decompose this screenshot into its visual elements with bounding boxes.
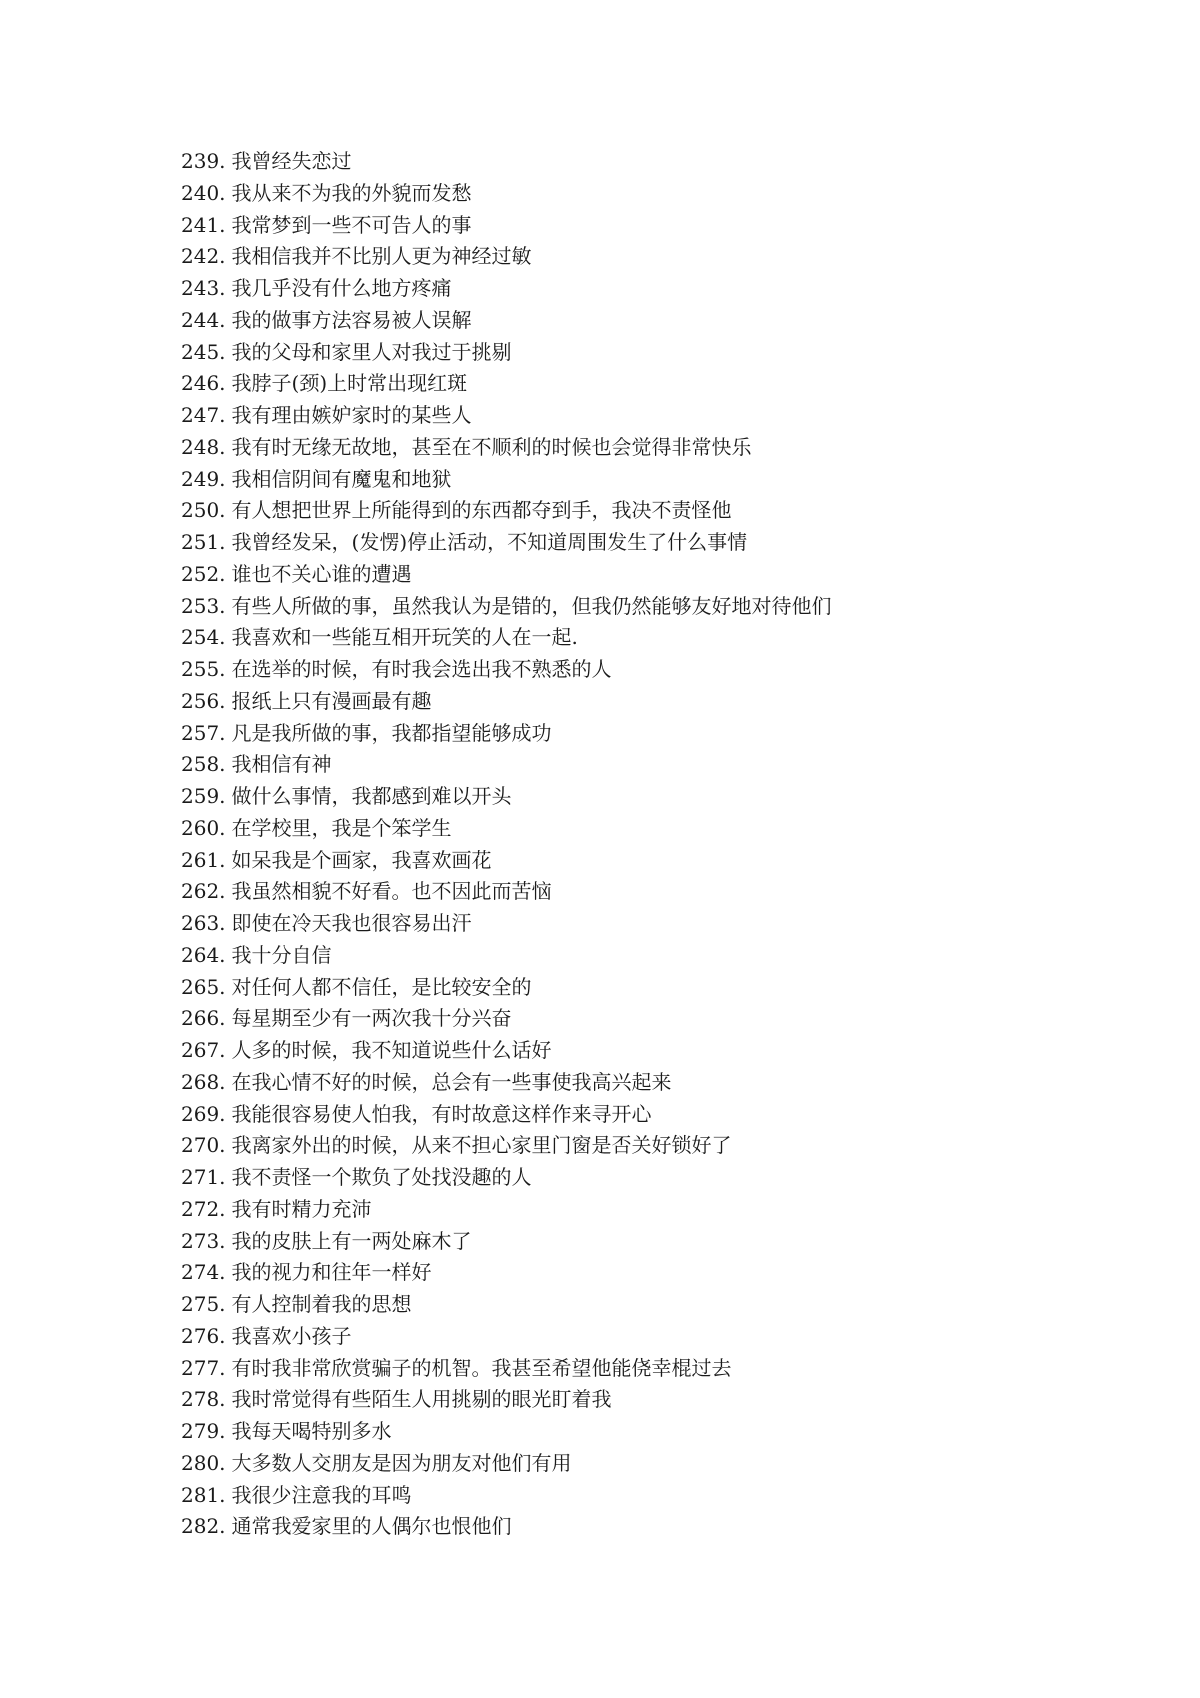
question-number: 259. <box>181 784 226 808</box>
question-item <box>181 273 832 305</box>
question-text: 在选举的时候，有时我会选出我不熟悉的人 <box>231 657 612 681</box>
question-number: 243. <box>181 276 226 300</box>
question-item <box>181 908 832 940</box>
question-item <box>181 845 832 877</box>
question-text: 我很少注意我的耳鸣 <box>231 1482 412 1507</box>
question-number: 262. <box>181 879 226 904</box>
question-item <box>181 146 832 178</box>
question-text: 我的做事方法容易被人误解 <box>231 307 472 332</box>
question-item <box>181 1448 832 1480</box>
question-number: 277. <box>181 1355 226 1380</box>
question-number: 247. <box>181 403 226 427</box>
question-item <box>181 1511 832 1543</box>
question-number: 252. <box>181 561 226 586</box>
question-number: 280. <box>181 1450 226 1475</box>
question-number: 269. <box>181 1101 226 1126</box>
question-text: 大多数人交朋友是因为朋友对他们有用 <box>231 1450 572 1475</box>
question-text: 我不责怪一个欺负了处找没趣的人 <box>231 1165 532 1189</box>
question-text: 我从来不为我的外貌而发愁 <box>231 180 472 205</box>
question-number: 241. <box>181 212 226 237</box>
question-number: 268. <box>181 1069 226 1094</box>
question-item <box>181 876 832 908</box>
question-number: 239. <box>181 149 226 173</box>
question-item <box>181 1480 832 1512</box>
question-item <box>181 1257 832 1289</box>
question-number: 258. <box>181 752 226 777</box>
question-item <box>181 1416 832 1448</box>
question-list <box>181 146 832 1543</box>
question-item <box>181 1321 832 1353</box>
question-number: 254. <box>181 625 226 650</box>
question-item <box>181 813 832 845</box>
question-item <box>181 495 832 527</box>
question-item <box>181 337 832 369</box>
question-text: 人多的时候，我不知道说些什么话好 <box>231 1038 552 1062</box>
question-item <box>181 400 832 432</box>
question-text: 如呆我是个画家，我喜欢画花 <box>231 847 492 872</box>
question-item <box>181 1130 832 1162</box>
question-item <box>181 686 832 718</box>
question-text: 谁也不关心谁的遭遇 <box>231 561 412 586</box>
question-number: 244. <box>181 307 226 332</box>
question-number: 251. <box>181 530 226 554</box>
question-text: 我每天喝特别多水 <box>231 1419 392 1443</box>
question-text: 凡是我所做的事，我都指望能够成功 <box>231 720 552 745</box>
question-number: 266. <box>181 1006 226 1031</box>
question-item <box>181 622 832 654</box>
question-text: 我能很容易使人怕我，有时故意这样作来寻开心 <box>231 1101 652 1126</box>
question-text: 我十分自信 <box>231 942 332 967</box>
question-number: 267. <box>181 1038 226 1062</box>
question-item <box>181 1353 832 1385</box>
question-item <box>181 1003 832 1035</box>
question-text: 我曾经失恋过 <box>231 149 352 173</box>
question-number: 273. <box>181 1228 226 1253</box>
question-item <box>181 781 832 813</box>
question-number: 257. <box>181 720 226 745</box>
question-number: 261. <box>181 847 226 872</box>
question-number: 264. <box>181 942 226 967</box>
question-text: 报纸上只有漫画最有趣 <box>231 688 432 713</box>
question-number: 260. <box>181 815 226 840</box>
question-text: 我的父母和家里人对我过于挑剔 <box>231 339 512 364</box>
question-text: 对任何人都不信任，是比较安全的 <box>231 974 532 999</box>
question-number: 276. <box>181 1323 226 1348</box>
question-number: 279. <box>181 1419 226 1443</box>
question-item <box>181 178 832 210</box>
question-number: 271. <box>181 1165 226 1189</box>
question-text: 在学校里，我是个笨学生 <box>231 815 452 840</box>
question-text: 通常我爱家里的人偶尔也恨他们 <box>231 1514 512 1539</box>
question-text: 有时我非常欣赏骗子的机智。我甚至希望他能侥幸棍过去 <box>231 1355 732 1380</box>
question-text: 我几乎没有什么地方疼痛 <box>231 276 452 300</box>
question-number: 278. <box>181 1387 226 1412</box>
question-item <box>181 1035 832 1067</box>
question-number: 249. <box>181 466 226 491</box>
question-item <box>181 591 832 623</box>
question-number: 282. <box>181 1514 226 1539</box>
question-item <box>181 527 832 559</box>
question-text: 每星期至少有一两次我十分兴奋 <box>231 1006 512 1031</box>
question-number: 255. <box>181 657 226 681</box>
question-item <box>181 940 832 972</box>
question-item <box>181 241 832 273</box>
question-number: 242. <box>181 244 226 269</box>
question-number: 256. <box>181 688 226 713</box>
question-text: 我离家外出的时候，从来不担心家里门窗是否关好锁好了 <box>231 1133 732 1158</box>
question-number: 248. <box>181 434 226 459</box>
question-item <box>181 1194 832 1226</box>
question-item <box>181 432 832 464</box>
question-text: 我脖子(颈)上时常出现红斑 <box>231 371 468 396</box>
question-text: 我虽然相貌不好看。也不因此而苦恼 <box>231 879 552 904</box>
question-number: 275. <box>181 1292 226 1316</box>
question-text: 我曾经发呆，(发愣)停止活动，不知道周围发生了什么事情 <box>231 530 748 554</box>
question-text: 我喜欢小孩子 <box>231 1323 352 1348</box>
question-item <box>181 1289 832 1321</box>
question-item <box>181 210 832 242</box>
question-item <box>181 368 832 400</box>
question-text: 我时常觉得有些陌生人用挑剔的眼光盯着我 <box>231 1387 612 1412</box>
question-number: 253. <box>181 593 226 618</box>
question-item <box>181 654 832 686</box>
question-item <box>181 1384 832 1416</box>
question-text: 有人想把世界上所能得到的东西都夺到手，我决不责怪他 <box>231 498 732 523</box>
question-text: 我常梦到一些不可告人的事 <box>231 212 472 237</box>
question-number: 265. <box>181 974 226 999</box>
question-number: 240. <box>181 180 226 205</box>
question-text: 即使在冷天我也很容易出汗 <box>231 911 472 935</box>
question-text: 我相信阴间有魔鬼和地狱 <box>231 466 452 491</box>
question-text: 做什么事情，我都感到难以开头 <box>231 784 512 808</box>
question-text: 我有时无缘无故地，甚至在不顺利的时候也会觉得非常快乐 <box>231 434 752 459</box>
question-number: 245. <box>181 339 226 364</box>
question-item <box>181 1099 832 1131</box>
question-text: 我喜欢和一些能互相开玩笑的人在一起. <box>231 625 578 650</box>
question-number: 274. <box>181 1260 226 1285</box>
question-text: 我相信有神 <box>231 752 332 777</box>
question-item <box>181 718 832 750</box>
question-item <box>181 749 832 781</box>
question-item <box>181 1067 832 1099</box>
question-number: 246. <box>181 371 226 396</box>
question-text: 有人控制着我的思想 <box>231 1292 412 1316</box>
question-text: 有些人所做的事，虽然我认为是错的，但我仍然能够友好地对待他们 <box>231 593 832 618</box>
question-text: 我相信我并不比别人更为神经过敏 <box>231 244 532 269</box>
question-number: 272. <box>181 1196 226 1221</box>
question-text: 在我心情不好的时候，总会有一些事使我高兴起来 <box>231 1069 672 1094</box>
question-item <box>181 1226 832 1258</box>
question-number: 250. <box>181 498 226 523</box>
question-number: 263. <box>181 911 226 935</box>
question-item <box>181 1162 832 1194</box>
question-item <box>181 464 832 496</box>
question-number: 270. <box>181 1133 226 1158</box>
question-item <box>181 972 832 1004</box>
question-text: 我的视力和往年一样好 <box>231 1260 432 1285</box>
question-text: 我的皮肤上有一两处麻木了 <box>231 1228 472 1253</box>
question-item <box>181 305 832 337</box>
question-item <box>181 559 832 591</box>
question-text: 我有理由嫉妒家时的某些人 <box>231 403 472 427</box>
question-text: 我有时精力充沛 <box>231 1196 372 1221</box>
question-number: 281. <box>181 1482 226 1507</box>
